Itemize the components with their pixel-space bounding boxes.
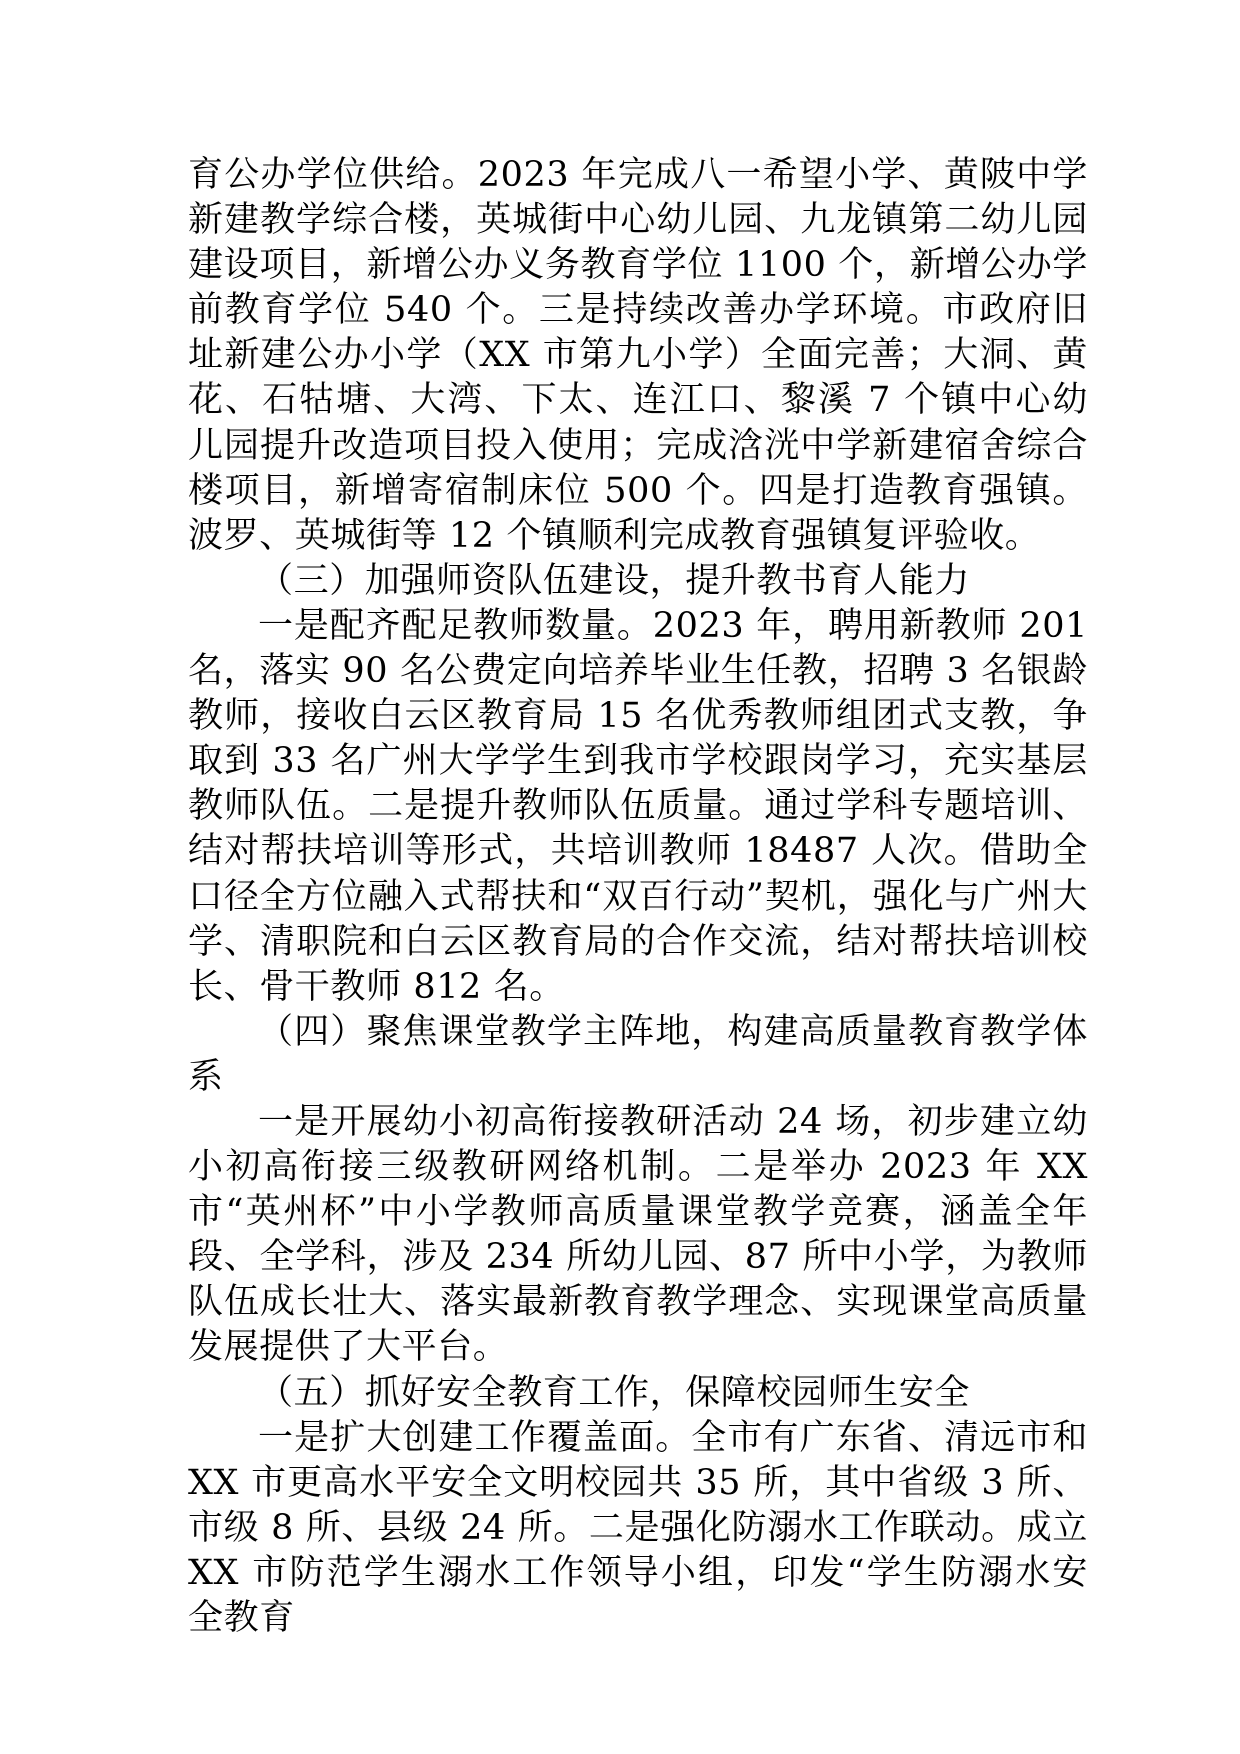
section-heading-teachers: （三）加强师资队伍建设，提升教书育人能力 bbox=[258, 560, 971, 601]
section-heading-classroom: （四）聚焦课堂教学主阵地，构建高质量教育教学体系 bbox=[188, 1011, 1088, 1097]
paragraph-teachers: 一是配齐配足教师数量。2023 年，聘用新教师 201 名，落实 90 名公费定向培养毕业生任教，招聘 3 名银龄教师，接收白云区教育局 15 名优秀教师组团式支教，争取到 33 名广州大学学生到我市学校跟岗学习，充实基层教师队伍。二是提升教师队伍质量。通过学科专题培训、结对帮扶培训等形式，共培训教师 18487 人次。借助全口径全方位融入式帮扶和“双百行动”契机，强化与广州大学、清职院和白云区教育局的合作交流，结对帮扶培训校长、骨干教师 812 名。 bbox=[188, 605, 1088, 1007]
paragraph-classroom: 一是开展幼小初高衔接教研活动 24 场，初步建立幼小初高衔接三级教研网络机制。二是举办 2023 年 XX 市“英州杯”中小学教师高质量课堂教学竞赛，涵盖全年段、全学科，涉及 234 所幼儿园、87 所中小学，为教师队伍成长壮大、落实最新教育教学理念、实现课堂高质量发展提供了大平台。 bbox=[188, 1101, 1088, 1368]
paragraph-safety: 一是扩大创建工作覆盖面。全市有广东省、清远市和 XX 市更高水平安全文明校园共 35 所，其中省级 3 所、市级 8 所、县级 24 所。二是强化防溺水工作联动。成立 XX 市防范学生溺水工作领导小组，印发“学生防溺水安全教育 bbox=[188, 1417, 1088, 1638]
section-heading-safety: （五）抓好安全教育工作，保障校园师生安全 bbox=[258, 1372, 971, 1413]
document-body bbox=[188, 153, 1088, 1641]
paragraph-school-places: 育公办学位供给。2023 年完成八一希望小学、黄陂中学新建教学综合楼，英城街中心幼儿园、九龙镇第二幼儿园建设项目，新增公办义务教育学位 1100 个，新增公办学前教育学位 540 个。三是持续改善办学环境。市政府旧址新建公办小学（XX 市第九小学）全面完善；大洞、黄花、石牯塘、大湾、下太、连江口、黎溪 7 个镇中心幼儿园提升改造项目投入使用；完成浛洸中学新建宿舍综合楼项目，新增寄宿制床位 500 个。四是打造教育强镇。波罗、英城街等 12 个镇顺利完成教育强镇复评验收。 bbox=[188, 155, 1089, 556]
